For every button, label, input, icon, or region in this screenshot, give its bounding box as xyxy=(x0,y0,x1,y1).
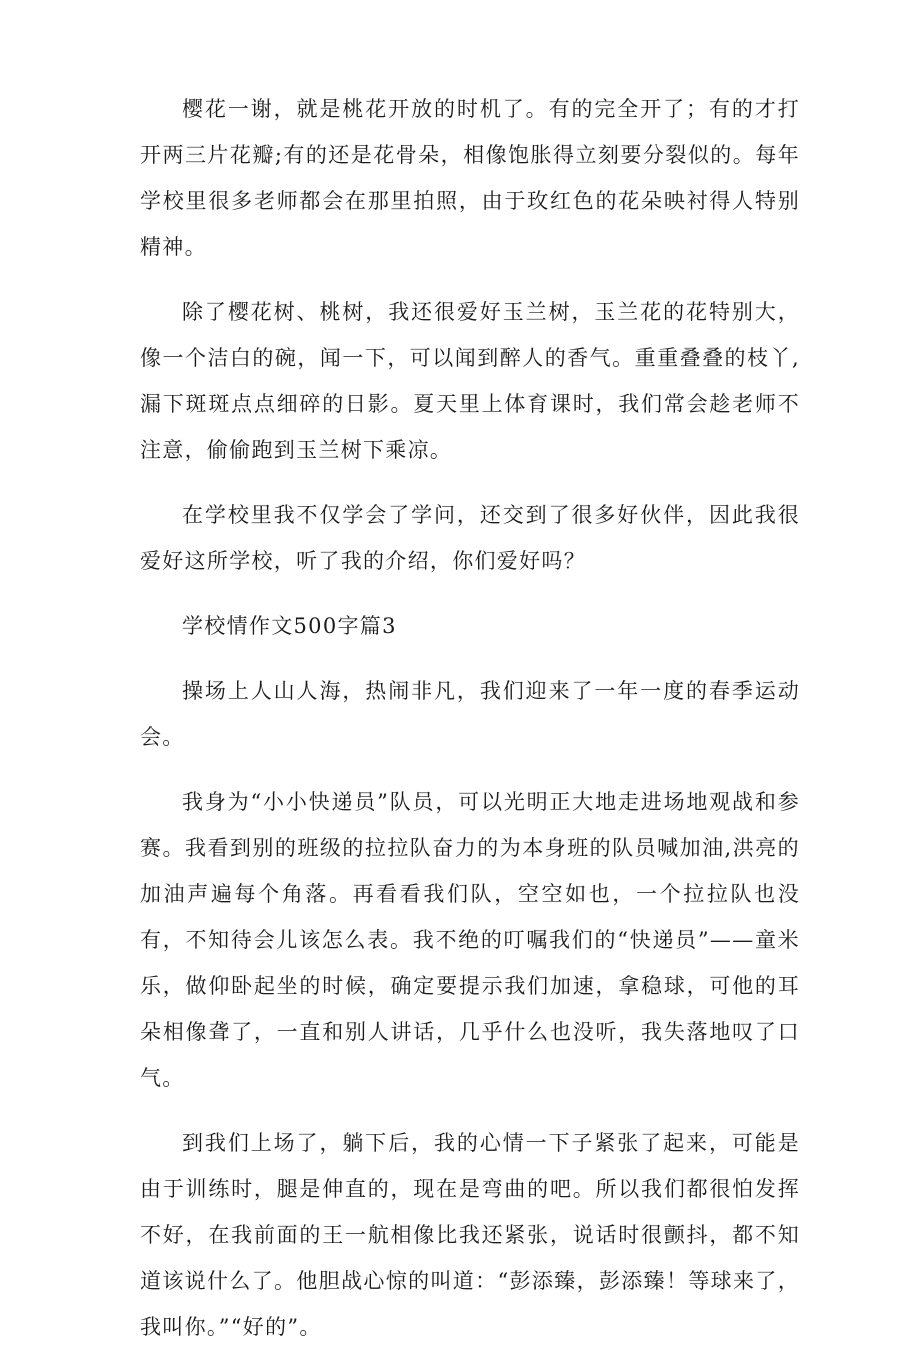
paragraph: 除了樱花树、桃树，我还很爱好玉兰树，玉兰花的花特别大，像一个洁白的碗，闻一下，可以闻到醉人的香气。重重叠叠的枝丫,漏下斑斑点点细碎的日影。夏天里上体育课时，我们常会趁老师不注意，偷偷跑到玉兰树下乘凉。 xyxy=(140,300,800,462)
paragraph: 我身为“小小快递员”队员，可以光明正大地走进场地观战和参赛。我看到别的班级的拉拉队奋力的为本身班的队员喊加油,洪亮的加油声遍每个角落。再看看我们队，空空如也，一个拉拉队也没有，不知待会儿该怎么表。我不绝的叮嘱我们的“快递员”——童米乐，做仰卧起坐的时候，确定要提示我们加速，拿稳球，可他的耳朵相像聋了，一直和别人讲话，几乎什么也没听，我失落地叹了口气。 xyxy=(140,790,800,1090)
section-heading: 学校情作文500字篇3 xyxy=(182,614,397,638)
paragraph: 在学校里我不仅学会了学问，还交到了很多好伙伴，因此我很爱好这所学校，听了我的介绍，你们爱好吗？ xyxy=(140,503,800,573)
paragraph: 樱花一谢，就是桃花开放的时机了。有的完全开了；有的才打开两三片花瓣;有的还是花骨朵，相像饱胀得立刻要分裂似的。每年学校里很多老师都会在那里拍照，由于玫红色的花朵映衬得人特别精神。 xyxy=(140,97,800,259)
document-body xyxy=(140,86,800,1369)
paragraph: 操场上人山人海，热闹非凡，我们迎来了一年一度的春季运动会。 xyxy=(140,679,800,749)
paragraph: 到我们上场了，躺下后，我的心情一下子紧张了起来，可能是由于训练时，腿是伸直的，现在是弯曲的吧。所以我们都很怕发挥不好，在我前面的王一航相像比我还紧张，说话时很颤抖，都不知道该说什么了。他胆战心惊的叫道：“彭添臻，彭添臻！等球来了，我叫你。”“好的”。 xyxy=(140,1131,800,1339)
